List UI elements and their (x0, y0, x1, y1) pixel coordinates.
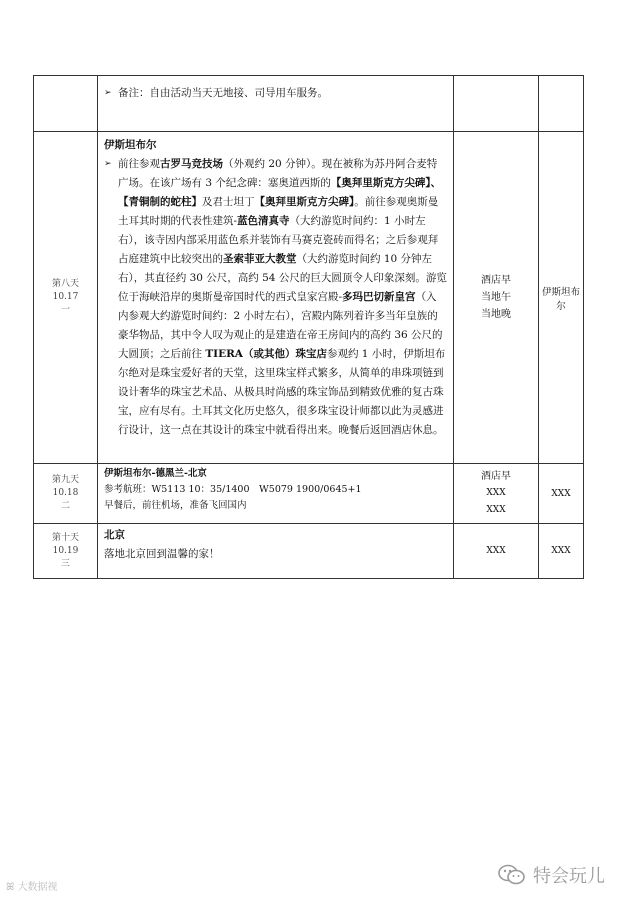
text-segment: 参观约 1 小时，伊斯坦布尔绝对是珠宝爱好者的天堂，这里珠宝样式繁多，从简单的串珠项链到设计奢华的珠宝艺术品、从极具时尚感的珠宝饰品到精致优雅的复古珠宝，应有尽有。土耳其文化历史悠久，很多珠宝设计师都以此为灵感进行设计，这一点在其设计的珠宝中就看得出来。晚餐后返回酒店休息。 (118, 348, 446, 436)
text-segment: 。前往参观奥斯曼土耳其时期的代表性建筑- (118, 196, 439, 227)
table-row (34, 464, 584, 524)
text-segment: 前往参观 (118, 158, 160, 170)
meal-lunch: XXX (486, 488, 506, 498)
highlight-dolmabahce: 多玛巴切新皇宫 (342, 291, 416, 303)
content-cell (98, 76, 454, 132)
city-title: 伊斯坦布尔-德黑兰-北京 (104, 468, 207, 479)
meal-label: XXX (486, 545, 506, 556)
date-label: 10.19 (52, 545, 79, 556)
text-segment: （大约游览时间约 10 分钟左右），其直径约 30 公尺，高约 54 公尺的巨大圆顶令人印象深刻。游览位于海峡沿岸的奥斯曼帝国时代的西式皇家宫殿- (118, 253, 447, 303)
meal-lunch: 当地午 (481, 292, 511, 303)
text-segment: （大约游览时间约：1 小时左右），该寺因内部采用蓝色系并装饰有马赛克瓷砖而得名；之后参观拜占庭建筑中比较突出的 (118, 215, 439, 265)
meal-dinner: 当地晚 (481, 309, 511, 320)
watermark-left (6, 878, 58, 893)
day-label: 第八天 (51, 279, 79, 289)
content-cell (98, 524, 454, 579)
meal-cell (454, 524, 539, 579)
day-description: 落地北京回到温馨的家！ (104, 548, 220, 560)
highlight-blue-mosque: 蓝色清真寺 (237, 215, 290, 227)
meal-cell (454, 76, 539, 132)
weekday-label: 三 (60, 558, 70, 569)
itinerary-text (118, 155, 447, 440)
date-label: 10.18 (52, 488, 79, 498)
highlight-obelisk-serpent: 【奥拜里斯克方尖碑】、【青铜制的蛇柱】 (118, 177, 442, 208)
table-row (34, 132, 584, 464)
date-label: 10.17 (52, 292, 79, 302)
flight-info: 参考航班：W5113 10：35/1400 W5079 1900/0645+1 (104, 484, 362, 495)
meal-dinner: XXX (486, 505, 506, 515)
arrow-bullet-icon: ➢ (104, 88, 112, 98)
arrow-bullet-icon: ➢ (104, 159, 112, 169)
content-cell (98, 132, 454, 464)
table-row (34, 524, 584, 579)
text-segment: 及君士坦丁 (202, 196, 255, 208)
weibo-icon: ꕤ (6, 882, 15, 893)
highlight-hagia-sophia: 圣索菲亚大教堂 (223, 253, 297, 265)
day-label: 第十天 (51, 532, 79, 543)
meal-cell (454, 132, 539, 464)
hotel-label: XXX (551, 546, 571, 556)
day-cell (34, 524, 98, 579)
day-cell (34, 132, 98, 464)
content-cell (98, 464, 454, 524)
hotel-cell (539, 132, 584, 464)
hotel-cell (539, 464, 584, 524)
meal-breakfast: 酒店早 (481, 471, 511, 482)
text-segment: （入内参观大约游览时间约：2 小时左右），宫殿内陈列着许多当年皇族的豪华物品，其中令人叹为观止的是建造在帝王房间内的高约 36 公尺的大圆顶；之后前往 (118, 291, 443, 360)
weekday-label: 二 (60, 501, 70, 511)
itinerary-table (33, 75, 584, 579)
hotel-cell (539, 524, 584, 579)
day-cell (34, 464, 98, 524)
weekday-label: 一 (60, 305, 70, 315)
day-label: 第九天 (51, 475, 79, 485)
text-segment: （外观约 20 分钟）。现在被称为苏丹阿合麦特广场。在该广场有 3 个纪念碑：塞奥道西斯的 (118, 158, 438, 189)
day-cell (34, 76, 98, 132)
watermark-left-text: 大数据视 (17, 882, 58, 893)
watermark-right-text: 特会玩儿 (533, 866, 605, 887)
highlight-colosseum: 古罗马竞技场 (160, 158, 223, 170)
wechat-icon (497, 863, 527, 887)
highlight-jewelry-store: TIERA（或其他）珠宝店 (205, 348, 327, 360)
day-description: 早餐后，前往机场，准备飞回国内 (104, 500, 247, 511)
table-row (34, 76, 584, 132)
highlight-obelisk: 【奥拜里斯克方尖碑】 (254, 196, 355, 208)
note-text: 备注：自由活动当天无地接、司导用车服务。 (118, 87, 328, 99)
hotel-label: 伊斯坦布尔 (541, 286, 580, 312)
meal-cell (454, 464, 539, 524)
watermark-right (497, 862, 605, 888)
hotel-cell (539, 76, 584, 132)
city-title: 北京 (104, 529, 125, 541)
meal-breakfast: 酒店早 (481, 275, 511, 286)
city-title: 伊斯坦布尔 (104, 139, 157, 151)
hotel-label: XXX (551, 488, 571, 499)
